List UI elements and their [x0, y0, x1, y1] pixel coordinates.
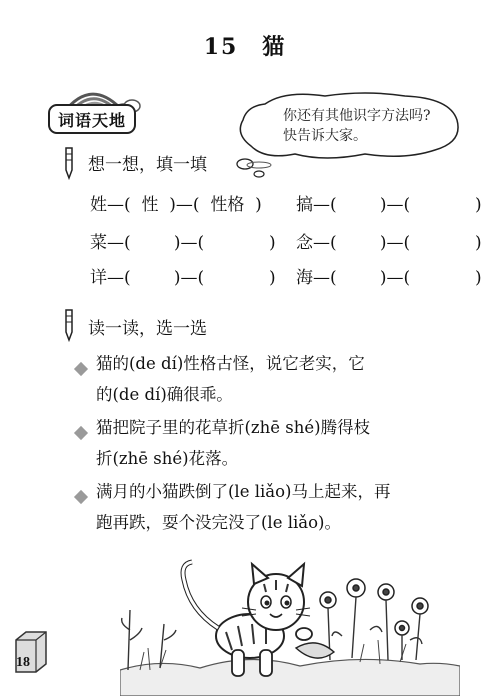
part2-heading: 读一读，选一选: [88, 319, 207, 339]
bullet-diamond: [74, 362, 88, 376]
pencil-icon: [62, 308, 76, 342]
pencil-icon: [62, 146, 76, 180]
page-number: 18: [16, 655, 30, 670]
sentence-1-line-1: 猫的(de dí)性格古怪，说它老实，它: [96, 354, 365, 373]
part1-heading: 想一想，填一填: [88, 155, 207, 175]
fill-row-1-left: 姓—( 性 )—( 性格 ): [90, 195, 262, 215]
lesson-title: 15 猫: [203, 34, 287, 60]
sentence-item-3: [96, 476, 480, 538]
fill-row-2-left: 菜—( )—( ): [90, 233, 276, 253]
sentence-1-line-2: 的(de dí)确很乖。: [96, 385, 233, 404]
section-badge-label: 词语天地: [57, 111, 126, 130]
bubble-line-1: 你还有其他识字方法吗?: [283, 108, 431, 124]
cat-garden-illustration: [120, 540, 460, 696]
fill-row-2-right: 念—( )—( ): [296, 233, 482, 253]
fill-row-1-right: 搞—( )—( ): [296, 195, 482, 215]
bubble-text: [283, 106, 463, 146]
fill-row-3-left: 详—( )—( ): [90, 268, 276, 288]
sentence-item-1: [96, 348, 476, 410]
bullet-diamond: [74, 490, 88, 504]
dash-mark: [244, 160, 274, 170]
sentence-2-line-2: 折(zhē shé)花落。: [96, 449, 239, 468]
bullet-diamond: [74, 426, 88, 440]
sentence-item-2: [96, 412, 476, 474]
bubble-line-2: 快告诉大家。: [283, 128, 367, 144]
sentence-2-line-1: 猫把院子里的花草折(zhē shé)腾得枝: [96, 418, 371, 437]
sentence-3-line-1: 满月的小猫跌倒了(le liǎo)马上起来，再: [96, 482, 391, 501]
section-badge: [48, 104, 136, 134]
fill-row-3-right: 海—( )—( ): [296, 268, 482, 288]
sentence-3-line-2: 跑再跌，耍个没完没了(le liǎo)。: [96, 513, 341, 532]
